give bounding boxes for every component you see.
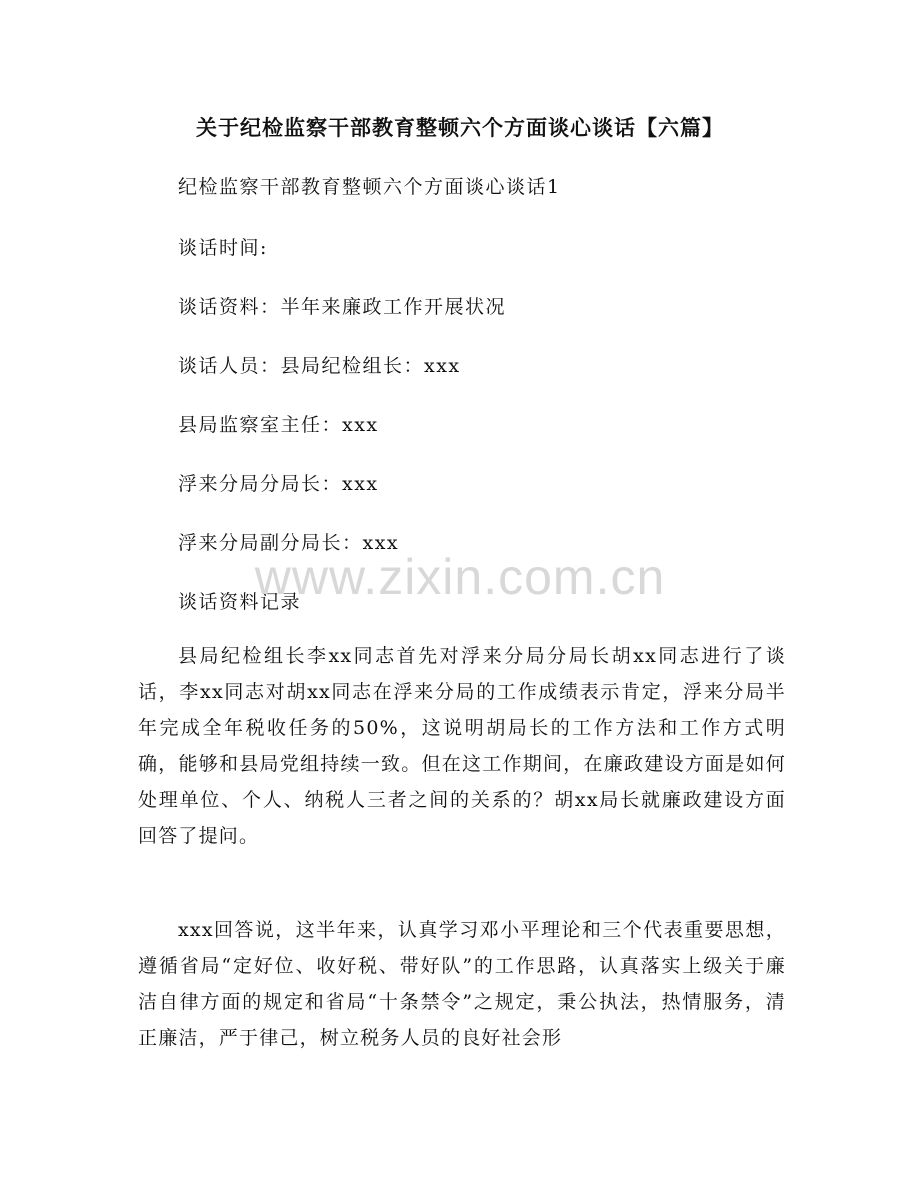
branch-director-line: 浮来分局分局长：xxx [178,473,379,495]
deputy-branch-director-line: 浮来分局副分局长：xxx [178,532,400,554]
document-subtitle: 纪检监察干部教育整顿六个方面谈心谈话1 [178,176,561,198]
talk-content-line: 谈话资料：半年来廉政工作开展状况 [178,296,507,318]
talk-record-heading: 谈话资料记录 [178,591,302,613]
talk-participants-line: 谈话人员：县局纪检组长：xxx [178,355,461,377]
talk-time-line: 谈话时间: [178,237,268,259]
body-paragraph: xxx回答说，这半年来，认真学习邓小平理论和三个代表重要思想，遵循省局“定好位、收好税、带好队”的工作思路，认真落实上级关于廉洁自律方面的规定和省局“十条禁令”之规定，秉公执法，热情服务，清正廉洁，严于律己，树立税务人员的良好社会形 [138,919,786,1049]
supervision-director-line: 县局监察室主任：xxx [178,414,379,436]
body-paragraph: 县局纪检组长李xx同志首先对浮来分局分局长胡xx同志进行了谈话，李xx同志对胡xx同志在浮来分局的工作成绩表示肯定，浮来分局半年完成全年税收任务的50%，这说明胡局长的工作方法和工作方式明确，能够和县局党组持续一致。但在这工作期间，在廉政建设方面是如何处理单位、个人、纳税人三者之间的关系的？胡xx局长就廉政建设方面回答了提问。 [138,645,786,847]
site-watermark: www.zixin.com.cn [254,549,666,605]
document-title: 关于纪检监察干部教育整顿六个方面谈心谈话【六篇】 [196,115,724,140]
